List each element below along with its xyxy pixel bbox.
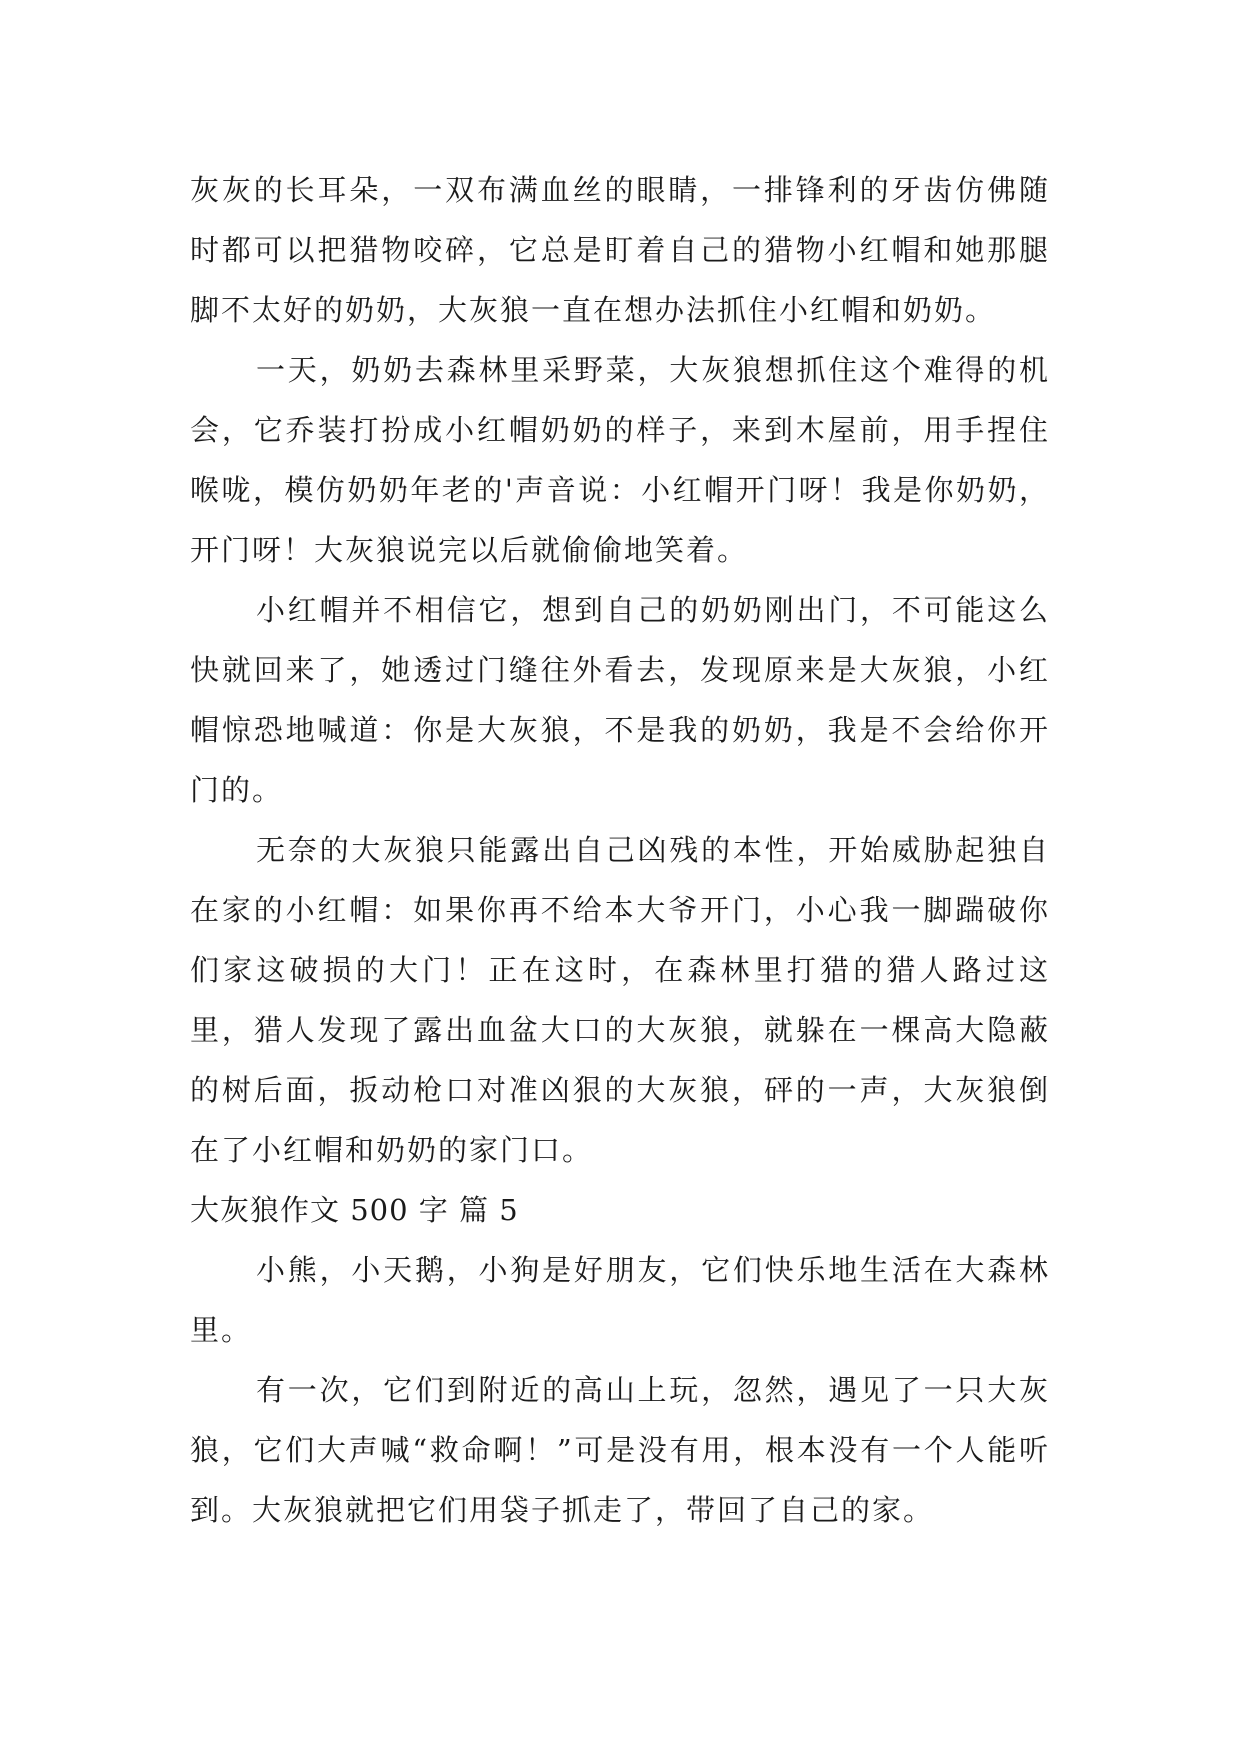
- paragraph: 一天，奶奶去森林里采野菜，大灰狼想抓住这个难得的机会，它乔装打扮成小红帽奶奶的样子，来到木屋前，用手捏住喉咙，模仿奶奶年老的'声音说：小红帽开门呀！我是你奶奶，开门呀！大灰狼说完以后就偷偷地笑着。: [190, 353, 1050, 567]
- paragraph-continued: 灰灰的长耳朵，一双布满血丝的眼睛，一排锋利的牙齿仿佛随时都可以把猎物咬碎，它总是盯着自己的猎物小红帽和她那腿脚不太好的奶奶，大灰狼一直在想办法抓住小红帽和奶奶。: [190, 173, 1050, 327]
- section-title: 大灰狼作文 500 字 篇 5: [190, 1193, 519, 1227]
- document-body: [190, 160, 1050, 1540]
- paragraph: 有一次，它们到附近的高山上玩，忽然，遇见了一只大灰狼，它们大声喊“救命啊！”可是没有用，根本没有一个人能听到。大灰狼就把它们用袋子抓走了，带回了自己的家。: [190, 1373, 1050, 1527]
- paragraph: 小红帽并不相信它，想到自己的奶奶刚出门，不可能这么快就回来了，她透过门缝往外看去，发现原来是大灰狼，小红帽惊恐地喊道：你是大灰狼，不是我的奶奶，我是不会给你开门的。: [190, 593, 1050, 807]
- paragraph: 小熊，小天鹅，小狗是好朋友，它们快乐地生活在大森林里。: [190, 1253, 1050, 1347]
- paragraph: 无奈的大灰狼只能露出自己凶残的本性，开始威胁起独自在家的小红帽：如果你再不给本大爷开门，小心我一脚踹破你们家这破损的大门！正在这时，在森林里打猎的猎人路过这里，猎人发现了露出血盆大口的大灰狼，就躲在一棵高大隐蔽的树后面，扳动枪口对准凶狠的大灰狼，砰的一声，大灰狼倒在了小红帽和奶奶的家门口。: [190, 833, 1050, 1167]
